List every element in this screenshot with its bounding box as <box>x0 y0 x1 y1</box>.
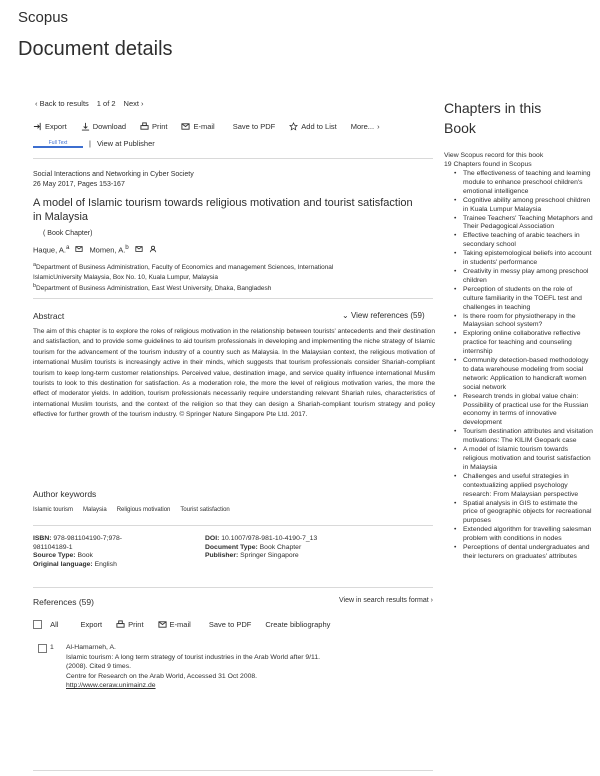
references-header <box>33 597 433 607</box>
add-to-list-button[interactable]: Add to List <box>289 122 336 131</box>
reference-citation: (2008). Cited 9 times. <box>66 663 131 670</box>
source-type-field: Source Type: Book <box>33 552 93 560</box>
reference-title: Islamic tourism: A long term strategy of tourist industries in the Arab World after 9/11. <box>66 653 320 661</box>
print-icon <box>116 620 125 629</box>
chapter-count: 19 Chapters found in Scopus <box>444 161 532 168</box>
chapter-link[interactable]: • A model of Islamic tourism towards religious motivation and tourist satisfaction in Malaysia <box>454 446 594 473</box>
divider <box>33 525 433 526</box>
chapter-link[interactable]: • Challenges and useful strategies in contextualizing applied psychology research: From Malaysian perspective <box>454 473 594 500</box>
ref-save-pdf-button[interactable]: Save to PDF <box>208 620 252 629</box>
keyword-list <box>33 507 230 513</box>
document-title: A model of Islamic tourism towards religious motivation and tourist satisfaction in Malaysia <box>33 197 413 223</box>
export-icon <box>33 122 42 131</box>
author-link[interactable]: Haque, A.$^a$ <box>33 244 70 255</box>
save-pdf-button[interactable]: Save to PDF <box>232 122 276 131</box>
chapter-list <box>454 170 594 562</box>
chapter-link[interactable]: • Effective teaching of arabic teachers in secondary school <box>454 232 594 250</box>
author-link[interactable]: Momen, A.$^b$ <box>89 244 129 255</box>
person-icon[interactable] <box>149 245 157 253</box>
chapter-link[interactable]: • Perceptions of dental undergraduates and their lecturers on graduates' attributes <box>454 544 594 562</box>
view-book-record-link[interactable]: View Scopus record for this book <box>444 152 544 159</box>
abstract-heading: Abstract <box>33 311 65 321</box>
divider-bar: | <box>89 139 91 148</box>
sidebar-title: Chapters in this Book <box>444 100 542 136</box>
document-type-field: Document Type: Book Chapter <box>205 543 302 551</box>
fulltext-row <box>33 139 155 148</box>
doi-field: DOI: 10.1007/978-981-10-4190-7_13 <box>205 535 318 542</box>
select-all-checkbox[interactable]: All <box>33 620 58 629</box>
chapter-link[interactable]: • Creativity in messy play among preschool children <box>454 268 594 286</box>
reference-number: 1 <box>50 644 54 651</box>
keyword[interactable]: Islamic tourism <box>33 507 74 513</box>
email-icon[interactable] <box>135 245 143 253</box>
reference-author: Al-Hamarneh, A. <box>66 644 116 651</box>
chapter-link[interactable]: • Perception of students on the role of culture familiarity in the TOEFL test and challenges in teaching <box>454 286 594 313</box>
author-list <box>33 244 157 255</box>
sidebar-info <box>444 151 543 169</box>
email-button[interactable]: E-mail <box>181 122 214 131</box>
export-button[interactable]: Export <box>33 122 67 131</box>
keyword[interactable]: Religious motivation <box>116 507 171 513</box>
chapter-link[interactable]: • Cognitive ability among preschool children in Kuala Lumpur Malaysia <box>454 197 594 215</box>
reference-source: Centre for Research on the Arab World, Accessed 31 Oct 2008. <box>66 672 258 680</box>
print-icon <box>140 122 149 131</box>
result-navigation <box>35 99 144 108</box>
chapter-link[interactable]: • Research trends in global value chain: Possibility of practical use for the Russian economy in terms of innovative development <box>454 393 594 429</box>
email-icon <box>158 620 167 629</box>
page-title: Document details <box>18 38 173 60</box>
view-references-toggle[interactable]: ⌄ View references (59) <box>342 311 425 320</box>
source-title[interactable]: Social Interactions and Networking in Cyber Society <box>33 171 194 178</box>
scopus-logo[interactable]: Scopus <box>18 9 69 26</box>
abstract-text: The aim of this chapter is to explore the roles of religious motivation in the relationship between tourists' antecedents and their destination and satisfaction, and to provide some guidelines to aid tourism professionals in developing and implementing the niche strategy of Islamic tourism for the advancement of the tourism industry of a country such as Malaysia. In the Malaysian context, the religious motivation of international Muslim tourists is increasingly active in their minds, which suggests that tourism professionals consider Shariah-compliant tourism to keep long-term customer relationships. Perceived value, destination image, and service quality influence international Muslim tourists to look to this destination for satisfaction. As a moderation role, the more the level of religious motivation varies, the more the effect of moderator yields. In addition, tourism professionals necessarily require understanding relevant Shariah rules, characteristics of international Muslim tourists, and the context of the religion so that they can design a Shariah-compliant tourism strategy and policy effective for further growth of the tourism industry. © Springer Nature Singapore Pte Ltd. 2017. <box>33 328 435 419</box>
checkbox[interactable] <box>33 620 42 629</box>
checkbox[interactable] <box>38 644 47 653</box>
keyword[interactable]: Tourist satisfaction <box>180 507 230 513</box>
back-to-results-link[interactable]: ‹ Back to results <box>35 99 89 108</box>
affiliation: $^a$Department of Business Administration, Faculty of Economics and management Sciences, International IslamicUniversity Malaysia, Box No. 10, Kuala Lumpur, Malaysia $^b$Department of Business Administration, East West University, Dhaka, Bangladesh <box>33 262 334 293</box>
chapter-link[interactable]: • Is there room for physiotherapy in the Malaysian school system? <box>454 313 594 331</box>
create-bibliography-button[interactable]: Create bibliography <box>265 620 331 629</box>
document-metadata <box>33 535 433 579</box>
email-icon <box>181 122 190 131</box>
chapter-link[interactable]: • Tourism destination attributes and visitation motivations: The KILIM Geopark case <box>454 428 594 446</box>
chapter-link[interactable]: • The effectiveness of teaching and learning module to enhance preschool children's emotional intelligence <box>454 170 594 197</box>
divider <box>33 158 433 159</box>
publisher-field: Publisher: Springer Singapore <box>205 552 299 560</box>
reference-item <box>38 643 438 691</box>
divider <box>33 770 433 771</box>
chapter-link[interactable]: • Spatial analysis in GIS to estimate the price of geographic objects for recreational purposes <box>454 500 594 527</box>
ref-export-button[interactable]: Export <box>80 620 103 629</box>
ref-print-button[interactable]: Print <box>116 620 143 629</box>
chapter-link[interactable]: • Exploring online collaborative reflective practice for teaching and counseling internship <box>454 330 594 357</box>
source-date-pages: 26 May 2017, Pages 153-167 <box>33 181 125 188</box>
chapter-link[interactable]: • Taking epistemological beliefs into account in students' performance <box>454 250 594 268</box>
star-icon <box>289 122 298 131</box>
more-button[interactable]: More... › <box>350 122 380 131</box>
full-text-button[interactable]: Full Text <box>33 139 83 148</box>
keyword[interactable]: Malaysia <box>83 507 107 513</box>
chapter-link[interactable]: • Community detection-based methodology to data warehouse modeling from social network: Application to handicraft women social network <box>454 357 594 393</box>
references-toolbar <box>33 620 344 629</box>
isbn-field: ISBN: 978-981104190-7;978- <box>33 535 123 542</box>
print-button[interactable]: Print <box>140 122 167 131</box>
view-at-publisher-link[interactable]: View at Publisher <box>96 139 155 148</box>
download-button[interactable]: Download <box>81 122 126 131</box>
divider <box>33 587 433 588</box>
reference-url-link[interactable]: http://www.ceraw.unimainz.de <box>66 682 156 689</box>
document-type: ( Book Chapter) <box>43 230 93 237</box>
download-icon <box>81 122 90 131</box>
chapter-link[interactable]: • Trainee Teachers' Teaching Metaphors and Their Pedagogical Association <box>454 215 594 233</box>
references-heading: References (59) <box>33 597 94 607</box>
ref-email-button[interactable]: E-mail <box>158 620 191 629</box>
divider <box>33 298 433 299</box>
keywords-heading: Author keywords <box>33 489 97 499</box>
chevron-down-icon: ⌄ <box>342 311 349 320</box>
document-toolbar <box>33 122 394 131</box>
next-link[interactable]: Next › <box>123 99 144 108</box>
chapter-link[interactable]: • Extended algorithm for travelling salesman problem with conditions in nodes <box>454 526 594 544</box>
pager-text: 1 of 2 <box>96 99 116 108</box>
language-field: Original language: English <box>33 560 117 568</box>
email-icon[interactable] <box>75 245 83 253</box>
view-search-format-link[interactable]: View in search results format › <box>338 597 433 604</box>
isbn-field-cont: 981104189-1 <box>33 543 73 551</box>
